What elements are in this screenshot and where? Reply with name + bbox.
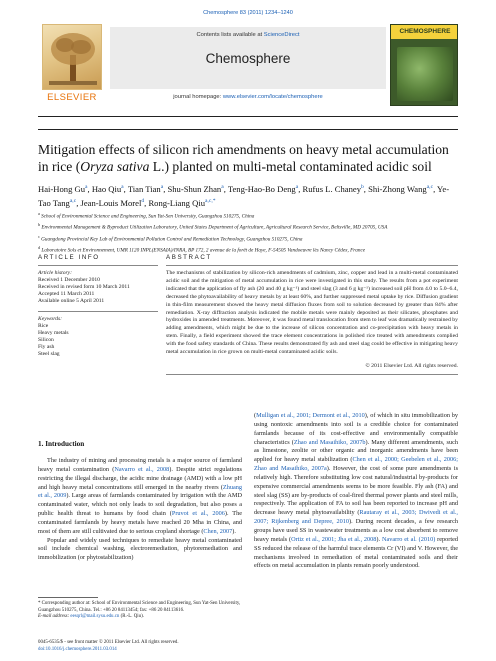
author-name: Teng-Hao-Bo Deng [227,183,296,194]
keyword-item: Heavy metals [38,330,69,336]
affiliation-text: Laboratoire Sols et Environnement, UMR 1120 INPL(ENSAIA)/INRA, BP 172, 2 avenue de la forêt de Haye, F-54505 Vandoeuvre lès Nancy Cêdex, France [40,247,366,254]
author-entry[interactable] [128,184,163,194]
author-affiliation-marker[interactable]: a [160,184,164,190]
issn-line: 0045-6535/$ - see front matter © 2011 Elsevier Ltd. All rights reserved. [38,640,179,645]
cover-image [397,47,453,101]
author-affiliation-marker[interactable]: a [221,184,224,190]
contents-available-line [110,32,386,38]
body-text: ( [254,412,257,419]
body-text: The industry of mining and processing metals is a major source of farmland heavy metal contamination ( [38,457,242,473]
body-text: reported SS reduced the release of the harmful trace elements Cr (VI) and V. However, the mechanisms involved in remediation of metal contaminated soils and their effects on metal accumulation in plants remain poorly understood. [254,535,458,570]
history-item: Accepted 11 March 2011 [38,291,95,297]
abstract-label: ABSTRACT [166,254,212,261]
publisher-logo-text: ELSEVIER [47,92,97,103]
journal-title: Chemosphere [205,51,291,66]
history-list [38,277,158,305]
email-line [38,614,242,621]
article-info-rule [38,265,158,266]
citation-link[interactable]: Navarro et al., 2008 [114,465,170,473]
body-text: Popular and widely used techniques to remediate heavy metal contaminated soil include chemical washing, electroremediation, phytoremediation and immobilization (or phytostabilization) [38,536,242,562]
introduction-heading: 1. Introduction [38,440,85,448]
cover-label: CHEMOSPHERE [399,28,451,35]
copyright-notice: © 2011 Elsevier Ltd. All rights reserved. [365,362,458,369]
affiliation-marker: a [38,211,40,216]
body-column-right [254,412,458,571]
history-head: Article history: [38,270,73,276]
keyword-item: Fly ash [38,344,55,350]
affiliation-item [38,233,458,244]
author-list: Hai-Hong Gu$^a$, Hao Qiu$^a$, Tian Tian$^a$, Shu-Shun Zhan$^a$, Teng-Hao-Bo Deng$^a$, Rufus L. Chaney$^b$, Shi-Zhong Wang$^{a,c}$, Ye-Tao Tang$^{a,c}$, Jean-Louis Morel$^d$, Rong-Liang Qiu$^{a,c,*}$ [38,183,450,208]
email-label: E-mail address: [38,614,71,620]
keyword-item: Silicon [38,337,54,343]
body-text: ). During recent decades, a few research groups have used SS in wastewater treatments as a low cost absorbent to remove heavy metals ( [254,518,458,543]
author-entry[interactable] [303,184,364,194]
body-text: ). [376,535,382,543]
contents-prefix: Contents lists available at [196,32,264,38]
affiliation-marker: b [38,222,41,228]
citation-link[interactable]: Ortiz et al., 2001; Jha et al., 2008 [291,535,377,543]
author-name: Tian Tian [127,183,161,194]
citation-link[interactable]: Chen, 2007 [203,527,233,535]
author-affiliation-marker[interactable]: a,c [426,184,434,190]
citation-link[interactable]: Navarro et al. (2010) [381,535,436,543]
journal-cover-thumbnail[interactable] [390,24,458,106]
journal-citation[interactable]: Chemosphere 83 (2011) 1234–1240 [203,10,293,16]
author-entry[interactable] [368,184,433,194]
author-entry[interactable] [38,184,88,194]
keyword-item: Steel slag [38,351,60,357]
title-part-2: L.) planted on multi-metal contaminated acidic soil [149,159,432,174]
affiliation-item [38,210,458,221]
abstract-rule [166,265,458,266]
author-affiliation-marker[interactable]: a [121,184,124,190]
footnote-rule [38,597,98,598]
body-text: ). [232,527,236,535]
homepage-link[interactable]: www.elsevier.com/locate/chemosphere [222,94,323,100]
author-name: Hai-Hong Gu [38,183,86,194]
history-item: Available online 5 April 2011 [38,298,105,304]
article-info [38,254,158,358]
abstract-text: The mechanisms of stabilization by silicon-rich amendments of cadmium, zinc, copper and lead in a multi-metal contaminated acidic soil and the mitigation of metal accumulation in rice were investigated in this study. The results from a pot experiment indicated that the application of fly ash (20 and 40 g kg⁻¹) and steel slag (3 and 6 g kg⁻¹) increased soil pH from 4.0 to 5.0–6.4, decreased the phytoavailability of heavy metals by at least 60%, and further suppressed metal uptake by rice. Diffusion gradient in thin-film measurement showed the heavy metal diffusion fluxes from soil to solution decreased by greater than 84% after remediation. X-ray diffraction analysis indicated the mobile metals were mainly deposited as their silicates, phosphates and hydroxides in amended treatments. Moreover, it was found metal translocation from stem to leaf was dramatically restrained by adding amendments, which might be due to the increase of silicon concentration and co-precipitation with heavy metals in stem. Finally, a field experiment showed the trace element concentrations in polished rice treated with amendments complied with the food safety standards of China. These results demonstrated fly ash and steel slag could be effective in mitigating heavy metal accumulation in rice grown on multi-metal contaminated acidic soils. [166,270,458,356]
author-name: Rufus L. Chaney [302,183,361,194]
author-affiliation-marker[interactable]: a [85,184,88,190]
body-text: ). However, the cost of some pure amendments is relatively high. Therefore substituting low cost natural/industrial by-products for expensive commercial amendments seems to be more feasible. Fly ash (FA) and steel slag (SS) are by-products of coal-fired thermal power plants and steel mills, respectively. The application of FA to soil has been reported to increase pH and decrease heavy metal phytoavailability ( [254,465,458,517]
title-species-name: Oryza sativa [80,159,150,174]
author-name: Jean-Louis Morel [80,197,142,208]
intro-paragraph-continued [254,412,458,571]
history-item: Received in revised form 10 March 2011 [38,284,130,290]
elsevier-logo[interactable] [38,22,106,108]
keyword-item: Rice [38,323,49,329]
intro-paragraph-1 [38,457,242,537]
author-affiliation-marker[interactable]: d [141,197,145,204]
article-title [38,141,458,175]
title-part-1: Mitigation effects of silicon rich amendments on heavy metal accumulation in rice ( [38,142,449,174]
email-link[interactable]: eesqrl@mail.sysu.edu.cn [70,614,120,620]
article-info-label: ARTICLE INFO [38,254,100,261]
author-name: Shi-Zhong Wang [368,183,427,194]
affiliation-item [38,221,458,232]
corresponding-author-footnote [38,601,242,621]
body-text: ). Many different amendments, such as limestone, zeolite or other organic and inorganic amendments have been applied for heavy metal stabilization ( [254,438,458,464]
elsevier-tree-icon [42,24,102,90]
author-entry[interactable] [228,184,298,194]
journal-homepage-line [110,94,386,100]
author-name: Hao Qiu [91,183,122,194]
citation-link[interactable]: Zhuang et al., 2009 [38,483,242,500]
affiliation-text: School of Environmental Science and Engineering, Sun Yat-Sen University, Guangzhou 510275, China [39,213,255,220]
body-text: ). The contaminated farmlands by heavy metals have reached 20 Mha in China, and most of them are still cultivated due to serious cropland shortage ( [38,510,242,535]
author-affiliation-marker[interactable]: a,c [69,197,77,204]
citation-link[interactable]: Mulligan et al., 2001; Dermont et al., 2010 [256,412,365,419]
affiliation-marker: c [38,233,40,239]
affiliation-list [38,210,458,255]
author-name: Rong-Liang Qiu [148,197,206,208]
history-item: Received 1 December 2010 [38,277,100,283]
abstract-bottom-rule [166,374,458,375]
email-suffix: (R.-L. Qiu). [119,614,144,620]
keywords-list [38,323,158,358]
body-text: ). Large areas of farmlands contaminated by irrigation with the AMD contaminated water, which not only leads to soil degradation, but also poses a public health threat to humans by food chain ( [38,492,242,518]
homepage-prefix: journal homepage: [173,94,223,100]
keywords-head: Keywords: [38,316,63,322]
intro-paragraph-2 [38,537,242,564]
author-entry[interactable] [80,198,144,208]
header-rule-top [38,116,458,117]
sciencedirect-link[interactable]: ScienceDirect [263,32,300,38]
abstract-section [166,254,458,375]
author-affiliation-marker[interactable]: b [361,184,364,190]
body-text: ). Despite strict regulations restricting the illegal discharge, the acidic mine drainage (AMD) with a low pH and high heavy metal concentrations still emerged in the nearby rivers ( [38,465,242,491]
citation-link[interactable]: Rautaray et al., 2003; Dwivedi et al., 2007; Rijkenberg and Depree, 2010 [254,509,458,526]
author-affiliation-marker[interactable]: a [295,184,299,190]
header-rule-bottom [38,129,458,130]
body-text: ), of which in situ immobilization by using nontoxic amendments into soil is a credible choice for contaminated farmlands because of its cost-effective and environmentally compatible characteristics ( [254,412,458,446]
issn-doi-block [38,640,338,653]
author-name: Shu-Shun Zhan [167,183,222,194]
affiliation-text: Guangdong Provincial Key Lab of Environmental Pollution Control and Remediation Technology, Guangzhou 510275, China [39,236,303,243]
author-entry[interactable] [148,198,215,208]
author-name: Ye-Tao Tang [38,183,450,208]
citation-link[interactable]: Chen et al., 2000; Geebelen et al., 2006; Zhao and Masaihiko, 2007a [254,456,458,473]
author-affiliation-marker[interactable]: a,c,* [205,197,216,204]
affiliation-text: Environmental Management & Byproduct Utilization Laboratory, United States Department of Agriculture, Agricultural Research Service, Beltsville, MD 20705, USA [40,225,388,232]
journal-masthead [38,22,458,108]
affiliation-marker: d [38,244,41,250]
citation-link[interactable]: Pruvot et al., 2006 [171,510,225,518]
author-entry[interactable] [92,184,124,194]
journal-banner [110,27,386,89]
keywords-block [38,311,158,358]
body-column-left [38,457,242,563]
doi-link[interactable]: doi:10.1016/j.chemosphere.2011.03.014 [38,646,117,652]
author-entry[interactable] [167,184,223,194]
footnote-text: * Corresponding author at: School of Environmental Science and Engineering, Sun Yat-Sen University, Guangzhou 510275, China. Tel.: +86 20 84113454; fax: +86 20 84113616. [38,601,241,613]
citation-link[interactable]: Zhao and Masaihiko, 2007b [293,438,366,446]
